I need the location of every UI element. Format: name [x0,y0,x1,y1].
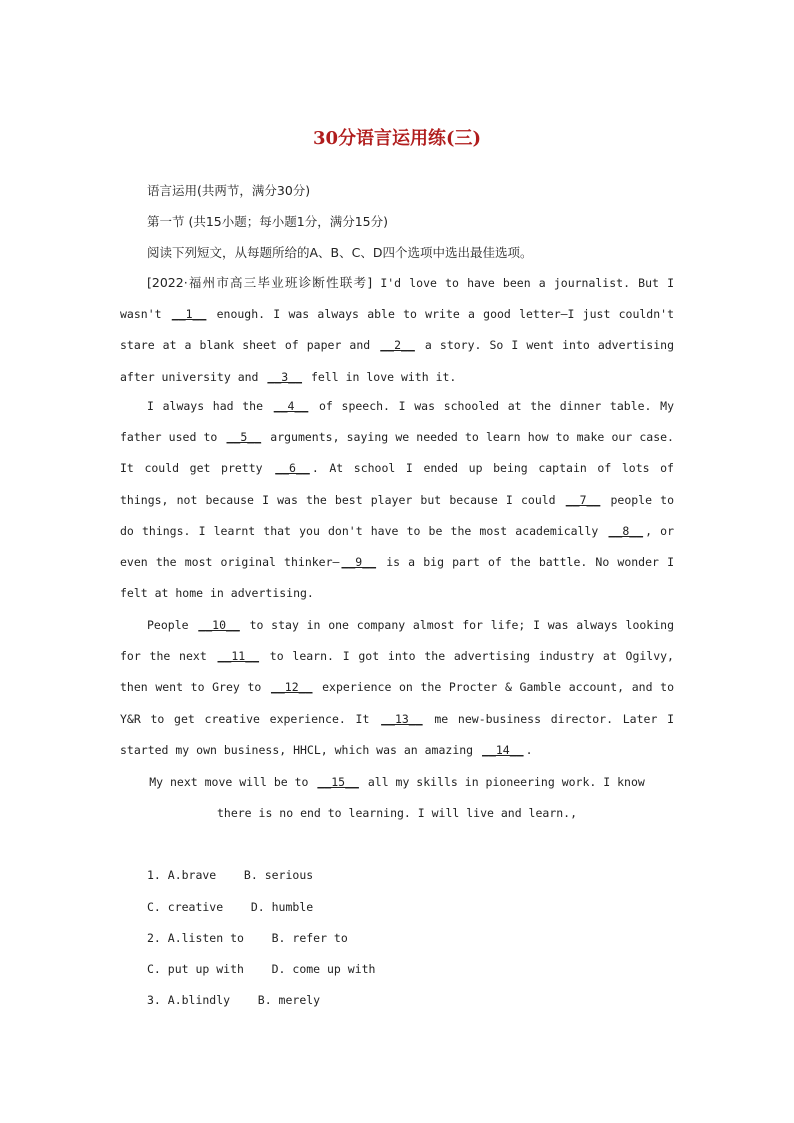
text-run: experience on the Procter & Gamble account, and to Y&R to get creative experience. It [120,680,674,726]
text-run: fell in love with it. [304,369,457,384]
blank-11: __11__ [217,649,260,664]
text-run: me new-business director. Later I started my own business, HHCL, which was an amazing [120,711,675,757]
text-run: I always had the [147,399,272,413]
text-run: is a big part of the battle. No wonder I felt at home in advertising. [120,555,674,601]
blank-9: __9__ [341,555,377,570]
section-heading: 语言运用(共两节，满分30分) [147,183,311,198]
text-run: My next move will be to [149,775,316,789]
passage-paragraph-4-line-1 [0,775,794,789]
blank-6: __6__ [275,461,310,476]
blank-10: __10__ [198,618,240,632]
blank-4: __4__ [273,399,309,413]
text-run: people to do things. I learnt that you don't have to be the most academically [120,492,674,538]
option-line-1: 1. A.brave B. serious [147,868,314,882]
option-line-5: 3. A.blindly B. merely [147,993,321,1007]
blank-5: __5__ [226,430,262,445]
option-line-4: C. put up with D. come up with [147,962,376,976]
blank-2: __2__ [380,338,415,353]
blank-13: __13__ [381,711,423,726]
blank-14: __14__ [482,742,524,757]
text-run: a story. So I went into advertising after university and [120,338,674,384]
blank-8: __8__ [608,523,644,538]
passage-paragraph-3 [120,610,674,766]
text-run: , or even the most original thinker— [120,523,674,570]
instruction-text: 阅读下列短文，从每题所给的A、B、C、D四个选项中选出最佳选项。 [147,245,533,260]
blank-3: __3__ [267,369,303,384]
option-line-2: C. creative D. humble [147,900,314,914]
page-title: 30分语言运用练(三) [312,128,482,149]
blank-1: __1__ [171,307,207,322]
text-run: all my skills in pioneering work. I know [360,775,645,789]
passage-paragraph-1 [120,267,674,393]
text-run: . At school I ended up being captain of lots of things, not because I was the best player but because I could [120,461,674,507]
blank-7: __7__ [565,492,601,507]
text-run: . [525,742,533,757]
text-run: arguments, saying we needed to learn how to make our case. It could get pretty [120,430,674,476]
text-run: of speech. I was schooled at the dinner table. My father used to [120,399,674,445]
text-run: to stay in one company almost for life; I was always looking for the next [120,618,675,664]
blank-12: __12__ [270,680,313,695]
source-label: [2022·福州市高三毕业班诊断性联考] [147,275,373,290]
text-run: People [147,618,197,632]
text-run: I'd love to have been a journalist. But I wasn't [120,276,674,322]
option-line-3: 2. A.listen to B. refer to [147,931,348,945]
passage-paragraph-2 [120,391,674,609]
part-heading: 第一节 (共15小题；每小题1分，满分15分) [147,214,388,229]
text-run: to learn. I got into the advertising industry at Ogilvy, then went to Grey to [120,649,674,695]
passage-paragraph-4-line-2: there is no end to learning. I will live and learn., [216,806,578,820]
blank-15: __15__ [317,775,359,789]
text-run: enough. I was always able to write a good letter—I just couldn't stare at a blank sheet of paper and [120,307,674,353]
